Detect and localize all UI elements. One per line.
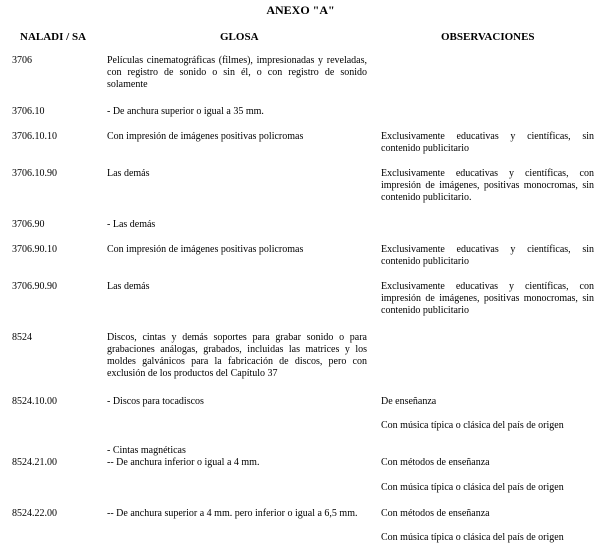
row-observacion: Exclusivamente educativas y científicas, sin contenido publicitario [381, 244, 594, 267]
row-observacion: Exclusivamente educativas y científicas, con impresión de imágenes, positivas monocromas, sin contenido publicitario [381, 281, 594, 316]
row-code: 3706.90.10 [12, 244, 57, 255]
row-glosa: -- De anchura inferior o igual a 4 mm. [107, 457, 260, 468]
header-naladi-sa: NALADI / SA [20, 31, 87, 43]
header-observaciones: OBSERVACIONES [441, 31, 535, 43]
document-title: ANEXO "A" [266, 3, 335, 17]
row-glosa: - Cintas magnéticas [107, 445, 186, 456]
row-glosa: - Las demás [107, 219, 156, 230]
row-observacion-secondary: Con música típica o clásica del país de origen [381, 420, 564, 431]
row-code: 3706.10.10 [12, 131, 57, 142]
row-glosa: Discos, cintas y demás soportes para grabar sonido o para grabaciones análogas, grabados, incluidas las matrices y los moldes galvánicos para la fabricación de discos, pero con exclusión de los productos del Capítulo 37 [107, 332, 367, 379]
row-glosa: Con impresión de imágenes positivas policromas [107, 131, 304, 142]
row-glosa: -- De anchura superior a 4 mm. pero inferior o igual a 6,5 mm. [107, 508, 358, 519]
row-code: 3706.10.90 [12, 168, 57, 179]
row-observacion: Exclusivamente educativas y científicas, sin contenido publicitario [381, 131, 594, 154]
row-glosa: - De anchura superior o igual a 35 mm. [107, 106, 264, 117]
row-observacion-secondary: Con música típica o clásica del país de origen [381, 532, 564, 543]
row-glosa: Con impresión de imágenes positivas policromas [107, 244, 304, 255]
row-code: 3706.90 [12, 219, 45, 230]
row-code: 8524.22.00 [12, 508, 57, 519]
row-observacion: Con métodos de enseñanza [381, 508, 490, 519]
row-code: 3706.10 [12, 106, 45, 117]
row-code: 8524 [12, 332, 32, 343]
row-observacion-secondary: Con música típica o clásica del país de origen [381, 482, 564, 493]
row-glosa: Las demás [107, 281, 150, 292]
header-glosa: GLOSA [220, 31, 259, 43]
row-code: 3706 [12, 55, 32, 66]
row-code: 3706.90.90 [12, 281, 57, 292]
row-glosa: Películas cinematográficas (filmes), impresionadas y reveladas, con registro de sonido o sin él, o con registro de sonido solamente [107, 55, 367, 90]
row-observacion: Con métodos de enseñanza [381, 457, 490, 468]
row-observacion: Exclusivamente educativas y científicas, con impresión de imágenes, positivas monocromas, sin contenido publicitario. [381, 168, 594, 203]
row-observacion: De enseñanza [381, 396, 437, 407]
row-code: 8524.21.00 [12, 457, 57, 468]
row-glosa: - Discos para tocadiscos [107, 396, 204, 407]
row-code: 8524.10.00 [12, 396, 57, 407]
row-glosa: Las demás [107, 168, 150, 179]
